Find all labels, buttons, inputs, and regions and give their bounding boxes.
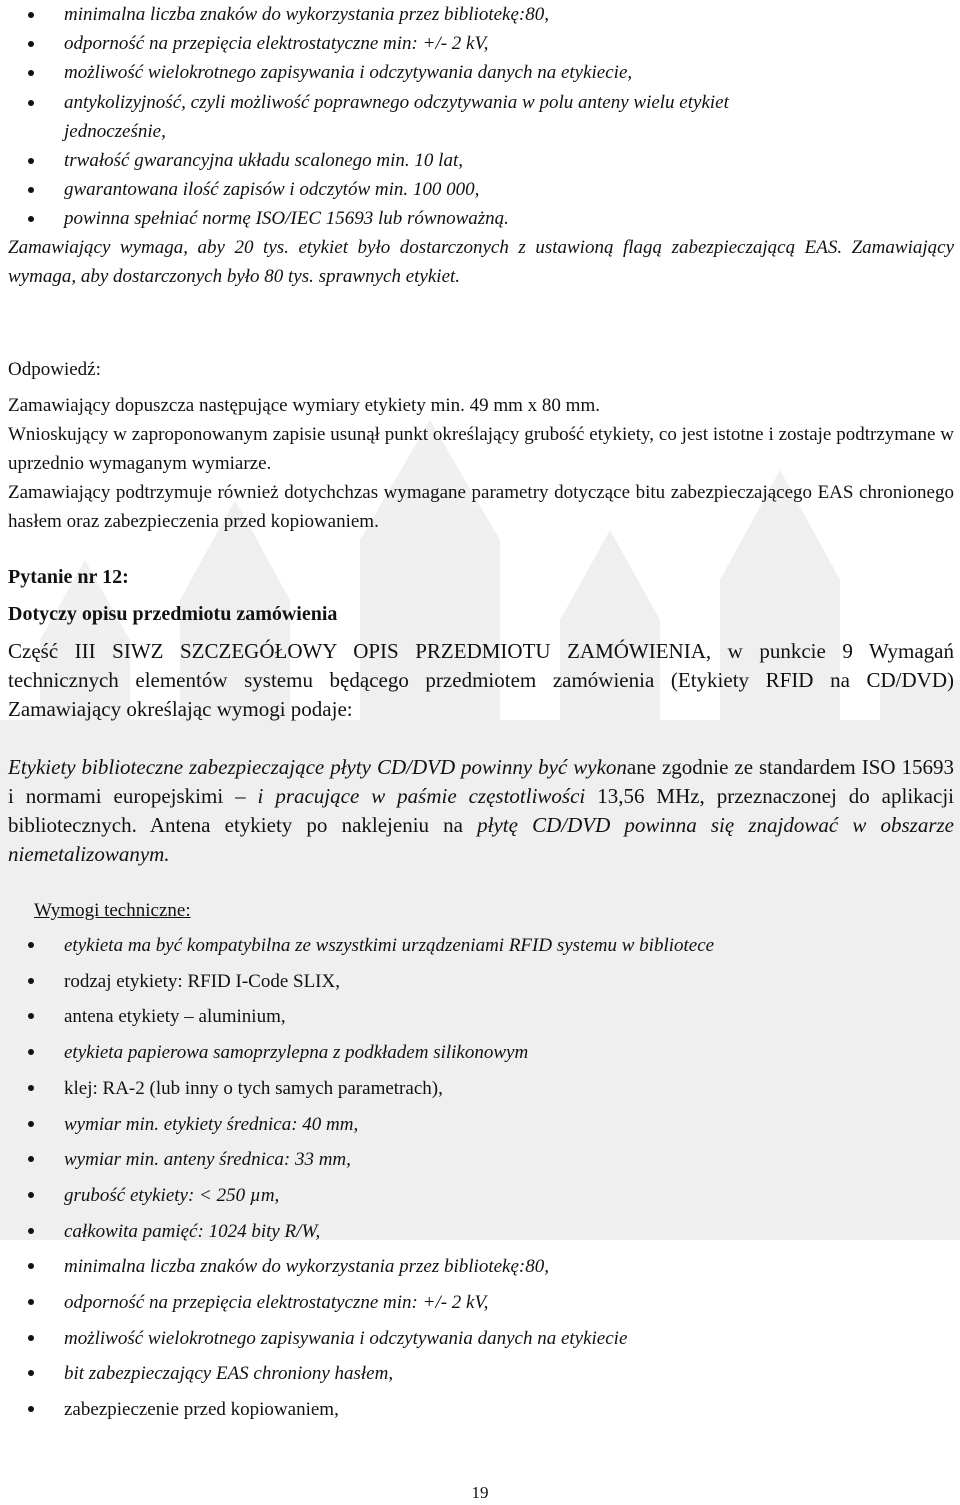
list-item: możliwość wielokrotnego zapisywania i odczytywania danych na etykiecie, bbox=[0, 58, 960, 87]
requirement-item: etykieta papierowa samoprzylepna z podkładem silikonowym bbox=[0, 1035, 960, 1071]
requirement-item: całkowita pamięć: 1024 bity R/W, bbox=[0, 1214, 960, 1250]
question-description bbox=[8, 753, 954, 869]
requirement-item: etykieta ma być kompatybilna ze wszystkimi urządzeniami RFID systemu w bibliotece bbox=[0, 928, 960, 964]
requirement-item: wymiar min. anteny średnica: 33 mm, bbox=[0, 1142, 960, 1178]
requirement-paragraph: Zamawiający wymaga, aby 20 tys. etykiet było dostarczonych z ustawioną flagą zabezpieczającą EAS. Zamawiający wymaga, aby dostarczonych było 80 tys. sprawnych etykiet. bbox=[8, 237, 954, 287]
requirement-item: rodzaj etykiety: RFID I-Code SLIX, bbox=[0, 964, 960, 1000]
requirement-item: wymiar min. etykiety średnica: 40 mm, bbox=[0, 1107, 960, 1143]
description-part: płytę CD/DVD powinna się znajdować w obszarze niemetalizowanym. bbox=[8, 813, 954, 866]
requirement-item: bit zabezpieczający EAS chroniony hasłem, bbox=[0, 1356, 960, 1392]
top-bullet-list bbox=[0, 0, 960, 234]
answer-paragraph-removed: Wnioskujący w zaproponowanym zapisie usunął punkt określający grubość etykiety, co jest istotne i zostaje podtrzymane w uprzednio wymaganym wymiarze. bbox=[8, 424, 954, 474]
requirement-item: zabezpieczenie przed kopiowaniem, bbox=[0, 1392, 960, 1428]
list-item: trwałość gwarancyjna układu scalonego min. 10 lat, bbox=[0, 146, 960, 175]
question-intro: Część III SIWZ SZCZEGÓŁOWY OPIS PRZEDMIOTU ZAMÓWIENIA, w punkcie 9 Wymagań technicznych elementów systemu będącego przedmiotem zamówienia (Etykiety RFID na CD/DVD) Zamawiający określając wymogi podaje: bbox=[8, 639, 954, 721]
list-item: powinna spełniać normę ISO/IEC 15693 lub równoważną. bbox=[0, 204, 960, 233]
requirements-list bbox=[0, 928, 960, 1428]
list-item: gwarantowana ilość zapisów i odczytów min. 100 000, bbox=[0, 175, 960, 204]
answer-paragraph-maintained: Zamawiający podtrzymuje również dotychchzas wymagane parametry dotyczące bitu zabezpieczającego EAS chronionego hasłem oraz zabezpieczenia przed kopiowaniem. bbox=[8, 482, 954, 532]
list-item-continuation: jednocześnie, bbox=[64, 120, 166, 142]
description-part: Etykiety biblioteczne zabezpieczające płyty CD/DVD powinny być wykon bbox=[8, 755, 627, 779]
description-part: i pracujące w paśmie częstotliwości bbox=[257, 784, 586, 808]
requirement-item: antena etykiety – aluminium, bbox=[0, 999, 960, 1035]
list-item: odporność na przepięcia elektrostatyczne min: +/- 2 kV, bbox=[0, 29, 960, 58]
requirement-item: minimalna liczba znaków do wykorzystania przez bibliotekę:80, bbox=[0, 1249, 960, 1285]
answer-dimensions: Zamawiający dopuszcza następujące wymiary etykiety min. 49 mm x 80 mm. bbox=[8, 395, 600, 416]
requirement-item: odporność na przepięcia elektrostatyczne min: +/- 2 kV, bbox=[0, 1285, 960, 1321]
requirement-item: grubość etykiety: < 250 µm, bbox=[0, 1178, 960, 1214]
page-number: 19 bbox=[471, 1483, 489, 1502]
list-item: antykolizyjność, czyli możliwość poprawnego odczytywania w polu anteny wielu etykiet bbox=[0, 88, 960, 117]
description-part: 13,56 MHz, przeznaczonej do aplikacji bibliotecznych. Antena etykiety po naklejeniu na bbox=[8, 784, 954, 837]
question-topic: Dotyczy opisu przedmiotu zamówienia bbox=[8, 603, 338, 625]
requirement-item: klej: RA-2 (lub inny o tych samych parametrach), bbox=[0, 1071, 960, 1107]
description-part: ane zgodnie ze standardem ISO 15693 i normami europejskimi – bbox=[8, 755, 954, 808]
answer-label: Odpowiedź: bbox=[8, 359, 101, 380]
list-item: minimalna liczba znaków do wykorzystania przez bibliotekę:80, bbox=[0, 0, 960, 29]
requirement-item: możliwość wielokrotnego zapisywania i odczytywania danych na etykiecie bbox=[0, 1321, 960, 1357]
question-number: Pytanie nr 12: bbox=[8, 566, 129, 588]
requirements-heading: Wymogi techniczne: bbox=[34, 900, 191, 921]
